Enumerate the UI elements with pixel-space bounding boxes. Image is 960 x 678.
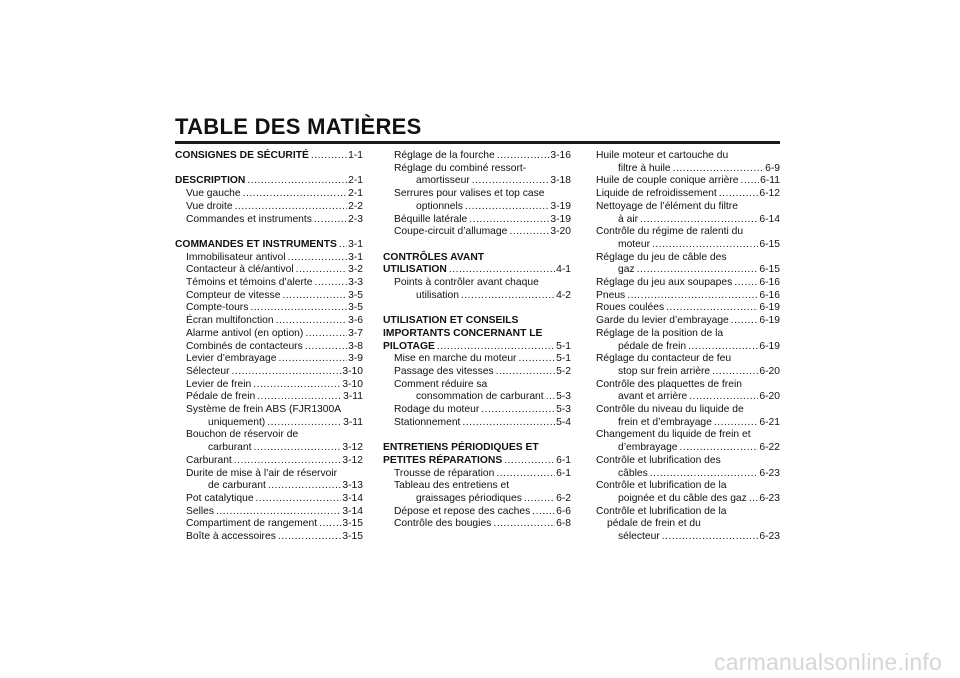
toc-page-number: 6-16 [759,277,780,289]
toc-leader [303,341,347,354]
toc-entry[interactable] [394,391,571,404]
toc-leader [495,150,550,163]
toc-page-number: 3-11 [343,416,363,428]
toc-entry-label: gaz [618,264,635,276]
toc-entry-label: Réglage de la fourche [394,150,495,161]
toc-leader [248,302,347,315]
toc-section-label: CONSIGNES DE SÉCURITÉ [175,150,309,161]
toc-leader [214,506,341,519]
toc-leader [625,290,758,303]
toc-leader [252,442,342,455]
toc-page-number: 6-2 [556,492,571,504]
toc-entry-label: avant et arrière [618,391,688,403]
toc-page-number: 6-14 [759,213,780,225]
toc-leader [309,150,347,163]
toc-entry-label: Pot catalytique [186,492,254,504]
toc-entry-line[interactable]: Huile moteur et cartouche du [596,150,729,161]
toc-leader [502,455,555,468]
toc-entry[interactable] [186,518,363,531]
toc-column-middle [383,150,571,531]
toc-page-number: 5-2 [556,365,571,377]
toc-page-number: 6-23 [759,467,780,479]
toc-page-number: 3-18 [550,175,571,187]
toc-leader [687,391,758,404]
toc-leader [729,315,759,328]
toc-page-number: 6-22 [759,442,780,454]
toc-entry[interactable] [596,315,780,328]
toc-leader [494,366,556,379]
toc-entry[interactable] [394,518,571,531]
toc-page-number: 6-8 [556,518,571,530]
toc-entry-label: Immobilisateur antivol [186,251,286,263]
toc-entry[interactable] [186,379,363,392]
toc-leader [232,455,342,468]
toc-entry-label: Compartiment de rangement [186,518,318,530]
toc-section-controles[interactable] [383,264,571,277]
toc-entry-line[interactable]: Réglage de la position de la [596,327,724,339]
toc-section-line[interactable]: ENTRETIENS PÉRIODIQUES ET [383,442,539,454]
toc-leader [303,328,347,341]
toc-entry-label: stop sur frein arrière [618,365,711,377]
toc-leader [459,290,555,303]
toc-leader [265,417,342,430]
toc-page-number: 6-20 [759,365,780,377]
toc-entry-label: Rodage du moteur [394,404,480,416]
toc-section-line[interactable]: IMPORTANTS CONCERNANT LE [383,327,543,339]
toc-leader [294,264,348,277]
toc-section-commandes[interactable] [175,239,363,252]
toc-entry[interactable] [596,188,780,201]
toc-entry[interactable] [596,366,780,379]
toc-leader [522,493,555,506]
toc-leader [254,493,342,506]
toc-entry-line[interactable]: Nettoyage de l’élément du filtre [596,200,738,212]
toc-entry-label: câbles [618,467,648,479]
toc-page-number: 6-21 [759,416,780,428]
toc-entry[interactable] [596,391,780,404]
toc-entry-line[interactable]: Bouchon de réservoir de [186,429,299,441]
toc-entry-label: Alarme antivol (en option) [186,327,304,339]
toc-page-number: 3-6 [348,315,363,327]
toc-entry[interactable] [186,214,363,227]
toc-page-number: 6-16 [759,289,780,301]
toc-page-number: 5-4 [556,416,571,428]
toc-entry[interactable] [596,239,780,252]
toc-page-number: 3-11 [343,391,363,403]
watermark: carmanualsonline.info [714,649,942,675]
toc-leader [717,188,759,201]
toc-entry-line[interactable]: Points à contrôler avant chaque [394,277,539,289]
toc-entry-label: Carburant [186,454,232,466]
toc-entry[interactable] [186,252,363,265]
toc-entry-label: Liquide de refroidissement [596,188,717,200]
toc-entry-label: Pneus [596,289,626,301]
toc-page-number: 3-2 [348,264,363,276]
toc-page-number: 6-20 [759,391,780,403]
toc-page-number: 6-23 [759,531,780,543]
toc-section-consignes[interactable] [175,150,363,163]
toc-leader [479,404,555,417]
toc-entry[interactable] [186,391,363,404]
toc-entry-label: Contrôle des bougies [394,518,492,530]
toc-entry-label: filtre à huile [618,162,671,174]
toc-section-line[interactable]: CONTRÔLES AVANT [383,251,485,263]
toc-leader [648,468,759,481]
toc-page-number: 3-3 [348,277,363,288]
toc-section-line[interactable]: UTILISATION ET CONSEILS [383,315,519,327]
toc-page-number: 3-1 [348,238,363,250]
toc-entry-line[interactable]: Réglage du combiné ressort- [394,162,527,174]
toc-leader [241,188,348,201]
toc-leader [266,480,342,493]
toc-leader [747,493,759,506]
toc-leader [286,252,348,265]
toc-page-number: 3-13 [342,480,363,492]
toc-leader [312,277,347,290]
toc-entry[interactable] [596,468,780,481]
toc-entry[interactable] [596,442,780,455]
toc-entry-line[interactable]: Contrôle et lubrification des [596,454,721,466]
toc-page-number: 2-3 [348,213,363,225]
toc-entry[interactable] [596,214,780,227]
toc-entry-label: Selles [186,505,215,517]
toc-page-number: 3-1 [348,251,363,263]
toc-page-number: 3-20 [550,226,571,238]
toc-entry-label: poignée et du câble des gaz [618,492,747,504]
toc-page-number: 4-1 [556,264,571,276]
toc-leader [463,201,549,214]
toc-leader [710,366,758,379]
toc-leader [435,341,555,354]
toc-entry[interactable] [394,506,571,519]
toc-entry[interactable] [596,302,780,315]
toc-entry-label: moteur [618,238,651,250]
toc-entry[interactable] [186,366,363,379]
toc-entry-label: d’embrayage [618,442,678,454]
toc-entry[interactable] [596,417,780,430]
toc-section-label: PETITES RÉPARATIONS [383,454,503,466]
toc-leader [739,175,760,188]
toc-leader [494,468,555,481]
toc-entry-line[interactable]: pédale de frein et du [607,518,701,530]
toc-entry[interactable] [186,188,363,201]
toc-leader [660,531,759,544]
toc-entry[interactable] [186,302,363,315]
toc-page-number: 1-1 [348,150,363,161]
toc-entry-line[interactable]: Durite de mise à l’air de réservoir [186,467,338,479]
toc-page-number: 3-8 [348,340,363,352]
toc-entry[interactable] [596,531,780,544]
toc-entry-label: Combinés de contacteurs [186,340,303,352]
toc-entry-line[interactable]: Contrôle du régime de ralenti du [596,226,744,238]
toc-entry-label: utilisation [416,289,459,301]
toc-entry[interactable] [596,163,780,176]
toc-entry-label: Contacteur à clé/antivol [186,264,294,276]
toc-leader [491,518,555,531]
toc-entry[interactable] [596,290,780,303]
toc-entry-line[interactable]: Contrôle des plaquettes de frein [596,378,742,390]
toc-entry[interactable] [186,277,363,290]
toc-page-number: 6-19 [759,340,780,352]
toc-entry-line[interactable]: Système de frein ABS (FJR1300A [186,404,342,416]
toc-entry-label: Dépose et repose des caches [394,505,531,517]
toc-entry-label: consommation de carburant [416,391,544,403]
toc-entry[interactable] [186,417,363,430]
toc-page-number: 4-2 [556,289,571,301]
toc-entry-label: Compteur de vitesse [186,289,281,301]
toc-leader [638,214,758,227]
toc-entry[interactable] [394,353,571,366]
page-title: TABLE DES MATIÈRES [175,114,422,139]
toc-column-right [596,150,780,544]
toc-entry[interactable] [186,531,363,544]
toc-leader [230,366,342,379]
toc-entry[interactable] [394,468,571,481]
toc-entry-label: Pédale de frein [186,391,256,403]
toc-section-label: DESCRIPTION [175,175,246,187]
toc-entry-label: Réglage du jeu aux soupapes [596,277,733,289]
toc-entry[interactable] [394,404,571,417]
toc-entry[interactable] [394,226,571,239]
toc-leader [470,175,550,188]
toc-page-number: 3-14 [342,505,363,517]
toc-entry-label: frein et d’embrayage [618,416,712,428]
toc-entry[interactable] [186,341,363,354]
toc-entry-label: Passage des vitesses [394,365,494,377]
toc-leader [671,163,764,176]
toc-entry-label: carburant [208,442,252,454]
toc-entry[interactable] [186,442,363,455]
toc-entry-label: Levier de frein [186,378,252,390]
toc-entry-line[interactable]: Contrôle du niveau du liquide de [596,404,744,416]
toc-page-number: 5-3 [556,391,571,403]
toc-section-entretiens[interactable] [383,455,571,468]
toc-page-number: 6-19 [759,315,780,327]
toc-entry-line[interactable]: Contrôle et lubrification de la [596,505,727,517]
toc-entry-label: amortisseur [416,175,470,187]
toc-entry-label: Roues coulées [596,302,665,314]
toc-entry[interactable] [186,455,363,468]
toc-entry-label: pédale de frein [618,340,687,352]
toc-entry[interactable] [596,175,780,188]
toc-leader [233,201,348,214]
toc-leader [280,290,347,303]
toc-entry-label: Écran multifonction [186,315,274,327]
toc-page-number: 6-15 [759,264,780,276]
toc-entry[interactable] [394,290,571,303]
toc-leader [664,302,758,315]
toc-page-number: 3-5 [348,302,363,314]
toc-entry[interactable] [186,201,363,214]
toc-section-label: COMMANDES ET INSTRUMENTS [175,238,337,250]
toc-entry-label: Boîte à accessoires [186,531,276,543]
toc-entry-label: Sélecteur [186,365,230,377]
toc-entry-line[interactable]: Comment réduire sa [394,378,488,390]
toc-entry[interactable] [186,506,363,519]
toc-section-label: UTILISATION [383,264,447,276]
toc-page-number: 6-1 [556,467,571,479]
toc-page-number: 5-1 [556,353,571,365]
toc-entry-label: Compte-tours [186,302,249,314]
toc-page-number: 3-14 [342,492,363,504]
toc-page-number: 5-3 [556,404,571,416]
toc-entry-label: Béquille latérale [394,213,468,225]
toc-leader [650,239,758,252]
title-rule [175,141,780,144]
toc-entry-label: à air [618,213,639,225]
toc-entry-label: Trousse de réparation [394,467,495,479]
toc-leader [276,531,342,544]
toc-entry-line[interactable]: Réglage du contacteur de feu [596,353,732,365]
toc-entry-label: Stationnement [394,416,461,428]
toc-page-number: 3-7 [348,327,363,339]
toc-page-number: 6-15 [759,238,780,250]
toc-leader [732,277,758,290]
toc-entry[interactable] [186,290,363,303]
toc-leader [516,353,555,366]
toc-page-number: 2-1 [348,175,363,187]
toc-leader [245,175,347,188]
toc-leader [544,391,555,404]
toc-page-number: 6-1 [556,454,571,466]
toc-leader [276,353,347,366]
toc-leader [467,214,549,227]
toc-entry-label: Vue gauche [186,188,241,200]
toc-entry-label: de carburant [208,480,266,492]
toc-section-label: PILOTAGE [383,340,435,352]
toc-page-number: 2-1 [348,188,363,200]
toc-entry-line[interactable]: Réglage du jeu de câble des [596,251,727,263]
toc-entry[interactable] [186,328,363,341]
toc-leader [678,442,759,455]
toc-leader [337,239,347,252]
toc-leader [635,264,759,277]
toc-entry[interactable] [186,493,363,506]
toc-column-left [175,150,363,544]
toc-page-number: 2-2 [348,200,363,212]
toc-entry-label: Levier d’embrayage [186,353,277,365]
toc-entry[interactable] [394,150,571,163]
toc-entry-line[interactable]: Tableau des entretiens et [394,480,510,492]
toc-leader [251,379,341,392]
toc-entry-label: Coupe-circuit d’allumage [394,226,508,238]
toc-leader [274,315,348,328]
toc-page-number: 3-12 [342,454,363,466]
toc-entry[interactable] [186,315,363,328]
toc-page-number: 3-16 [550,150,571,161]
toc-page-number: 3-15 [342,518,363,530]
toc-leader [312,214,347,227]
toc-entry[interactable] [186,353,363,366]
toc-leader [507,226,549,239]
toc-entry[interactable] [596,493,780,506]
toc-entry-label: sélecteur [618,531,660,543]
toc-page-number: 3-12 [342,442,363,454]
toc-page-number: 6-23 [759,492,780,504]
toc-page-number: 5-1 [556,340,571,352]
toc-entry-label: Huile de couple conique arrière [596,175,739,187]
toc-leader [447,264,555,277]
toc-page-number: 3-5 [348,289,363,301]
toc-leader [686,341,758,354]
toc-entry[interactable] [394,493,571,506]
toc-leader [712,417,759,430]
toc-page-number: 6-9 [765,162,780,174]
toc-entry[interactable] [394,214,571,227]
toc-entry[interactable] [596,264,780,277]
toc-entry-line[interactable]: Contrôle et lubrification de la [596,480,727,492]
toc-entry-label: uniquement) [208,416,266,428]
toc-page-number: 3-19 [550,213,571,225]
toc-entry-line[interactable]: Serrures pour valises et top case [394,188,545,200]
toc-entry-label: Témoins et témoins d’alerte [186,277,313,288]
toc-entry[interactable] [596,277,780,290]
toc-page-number: 6-12 [759,188,780,200]
toc-entry-line[interactable]: Changement du liquide de frein et [596,429,751,441]
toc-entry-label: graissages périodiques [416,492,522,504]
toc-entry-label: Commandes et instruments [186,213,312,225]
toc-entry-label: Garde du levier d’embrayage [596,315,729,327]
toc-leader [530,506,555,519]
toc-leader [317,518,341,531]
toc-entry[interactable] [394,201,571,214]
toc-section-description[interactable] [175,175,363,188]
toc-page-number: 6-6 [556,505,571,517]
toc-entry[interactable] [186,264,363,277]
toc-page-number: 3-9 [348,353,363,365]
toc-page-number: 3-10 [342,378,363,390]
toc-entry-label: optionnels [416,200,463,212]
toc-entry[interactable] [186,480,363,493]
toc-leader [460,417,555,430]
toc-entry[interactable] [394,366,571,379]
toc-entry-label: Vue droite [186,200,233,212]
toc-page-number: 6-19 [759,302,780,314]
toc-page-number: 6-11 [760,175,780,187]
toc-entry-label: Mise en marche du moteur [394,353,517,365]
toc-section-utilisation[interactable] [383,341,571,354]
toc-entry[interactable] [394,417,571,430]
toc-leader [255,391,342,404]
toc-entry[interactable] [596,341,780,354]
toc-page-number: 3-10 [342,365,363,377]
toc-page-number: 3-19 [550,200,571,212]
toc-entry[interactable] [394,175,571,188]
toc-page-number: 3-15 [342,531,363,543]
